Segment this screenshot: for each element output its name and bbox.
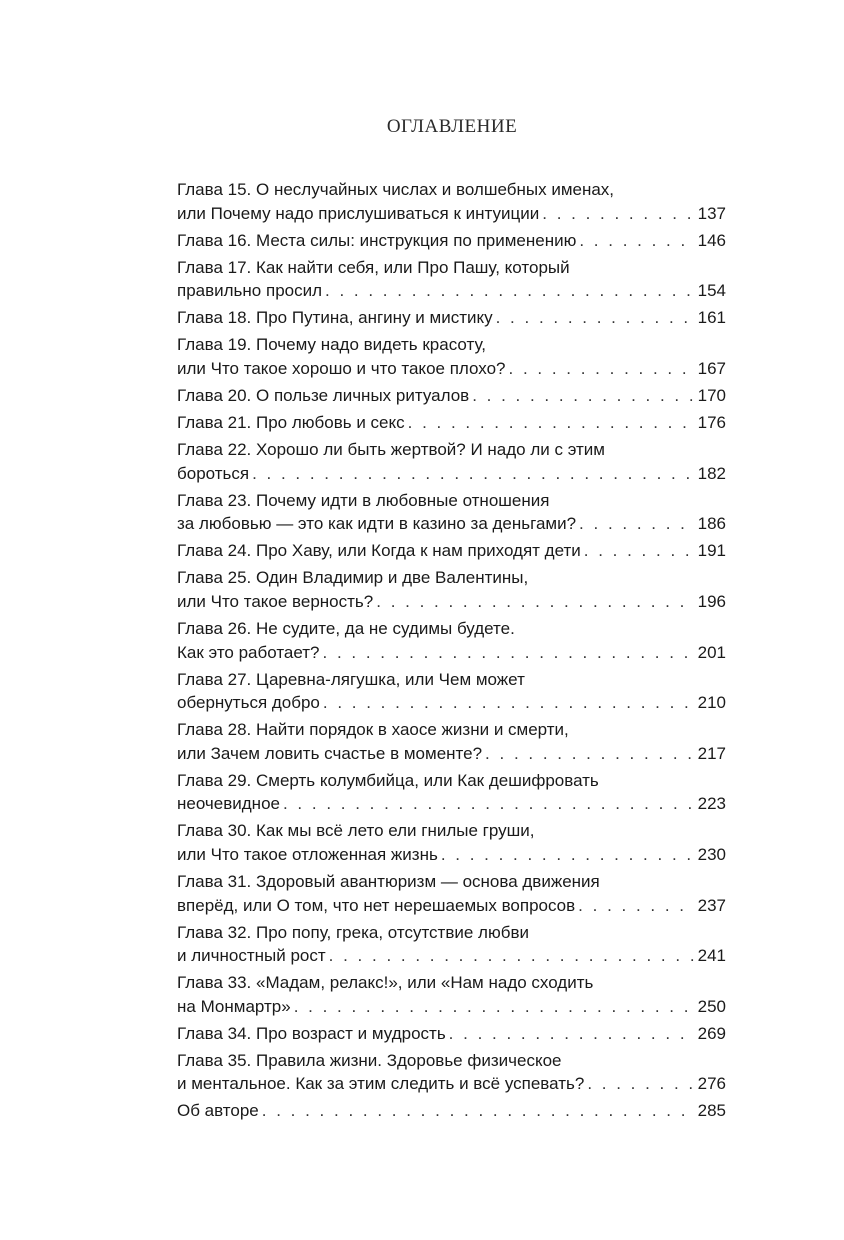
dot-leader	[323, 641, 695, 665]
dot-leader	[584, 539, 695, 563]
page-number: 191	[697, 541, 726, 561]
toc-entry-last-line	[177, 539, 726, 563]
toc-entry-text: Глава 18. Про Путина, ангину и мистику	[177, 308, 493, 328]
toc-entry-line: Глава 32. Про попу, грека, отсутствие любви	[177, 922, 529, 942]
dot-leader	[262, 1099, 695, 1123]
toc-entry	[177, 438, 726, 485]
toc-entry-line: Глава 17. Как найти себя, или Про Пашу, который	[177, 257, 570, 277]
toc-entry-text: или Зачем ловить счастье в моменте?	[177, 743, 483, 763]
toc-entry	[177, 668, 726, 715]
toc-entry-last-line	[177, 944, 726, 968]
toc-entry-last-line	[177, 306, 726, 330]
toc-entry-last-line	[177, 279, 726, 303]
page-number: 146	[697, 230, 726, 250]
toc-entry	[177, 819, 726, 866]
page-number: 201	[697, 642, 726, 662]
dot-leader	[283, 792, 695, 816]
page-number: 230	[697, 844, 726, 864]
toc-entry-text: Глава 16. Места силы: инструкция по применению	[177, 230, 577, 250]
dot-leader	[542, 202, 694, 226]
toc-entry	[177, 921, 726, 968]
toc-entry-text: или Почему надо прислушиваться к интуиции	[177, 203, 540, 223]
toc-entry	[177, 718, 726, 765]
page-number: 217	[697, 743, 726, 763]
page-number: 196	[697, 591, 726, 611]
toc-entry-line: Глава 29. Смерть колумбийца, или Как дешифровать	[177, 770, 599, 790]
toc-entry-line: Глава 26. Не судите, да не судимы будете.	[177, 619, 515, 639]
toc-entry-last-line	[177, 641, 726, 665]
toc-entry	[177, 306, 726, 330]
page-number: 276	[697, 1074, 726, 1094]
toc-entry	[177, 1099, 726, 1123]
toc-entry-last-line	[177, 384, 726, 408]
page-number: 182	[697, 463, 726, 483]
toc-entry	[177, 229, 726, 253]
toc-entry	[177, 384, 726, 408]
page-number: 269	[697, 1023, 726, 1043]
toc-entry-text: правильно просил	[177, 281, 323, 301]
toc-entry-text: Глава 20. О пользе личных ритуалов	[177, 385, 470, 405]
toc-entry-text: и ментальное. Как за этим следить и всё успевать?	[177, 1074, 585, 1094]
page-number: 161	[697, 308, 726, 328]
toc-entry-line: Глава 25. Один Владимир и две Валентины,	[177, 568, 529, 588]
page-number: 250	[697, 996, 726, 1016]
page-number: 237	[697, 895, 726, 915]
table-of-contents	[177, 178, 726, 1127]
page-title: ОГЛАВЛЕНИЕ	[386, 116, 518, 137]
page-number: 137	[697, 203, 726, 223]
dot-leader	[449, 1022, 695, 1046]
toc-entry-text: или Что такое верность?	[177, 591, 374, 611]
toc-entry	[177, 769, 726, 816]
toc-entry-last-line	[177, 1072, 726, 1096]
toc-entry-text: неочевидное	[177, 794, 280, 814]
toc-entry-text: за любовью — это как идти в казино за деньгами?	[177, 514, 577, 534]
toc-entry	[177, 1022, 726, 1046]
dot-leader	[376, 590, 694, 614]
dot-leader	[496, 306, 695, 330]
toc-entry-line: Глава 27. Царевна-лягушка, или Чем может	[177, 669, 525, 689]
toc-entry-text: Глава 34. Про возраст и мудрость	[177, 1023, 446, 1043]
toc-entry-text: на Монмартр»	[177, 996, 291, 1016]
toc-entry-last-line	[177, 357, 726, 381]
toc-entry	[177, 489, 726, 536]
dot-leader	[485, 742, 695, 766]
toc-entry-line: Глава 19. Почему надо видеть красоту,	[177, 335, 486, 355]
dot-leader	[578, 894, 694, 918]
dot-leader	[329, 944, 695, 968]
toc-entry-line: Глава 22. Хорошо ли быть жертвой? И надо ли с этим	[177, 440, 605, 460]
dot-leader	[579, 229, 694, 253]
toc-entry-text: Глава 21. Про любовь и секс	[177, 413, 405, 433]
toc-entry-text: Глава 24. Про Хаву, или Когда к нам приходят дети	[177, 541, 581, 561]
toc-entry	[177, 333, 726, 380]
toc-entry	[177, 256, 726, 303]
toc-entry-last-line	[177, 792, 726, 816]
dot-leader	[323, 691, 695, 715]
toc-entry-line: Глава 28. Найти порядок в хаосе жизни и смерти,	[177, 720, 569, 740]
toc-entry-last-line	[177, 691, 726, 715]
toc-entry-last-line	[177, 590, 726, 614]
dot-leader	[441, 843, 695, 867]
dot-leader	[252, 462, 695, 486]
toc-entry	[177, 566, 726, 613]
toc-entry-text: или Что такое отложенная жизнь	[177, 844, 438, 864]
toc-entry	[177, 539, 726, 563]
toc-entry	[177, 1049, 726, 1096]
toc-entry	[177, 971, 726, 1018]
toc-entry-last-line	[177, 742, 726, 766]
dot-leader	[579, 512, 695, 536]
page-number: 285	[697, 1101, 726, 1121]
dot-leader	[472, 384, 694, 408]
toc-entry-last-line	[177, 1099, 726, 1123]
dot-leader	[294, 995, 695, 1019]
toc-entry-text: Как это работает?	[177, 642, 320, 662]
toc-entry-text: или Что такое хорошо и что такое плохо?	[177, 358, 506, 378]
toc-entry-last-line	[177, 894, 726, 918]
page-number: 167	[697, 358, 726, 378]
toc-entry-line: Глава 33. «Мадам, релакс!», или «Нам надо сходить	[177, 973, 594, 993]
toc-entry-line: Глава 23. Почему идти в любовные отношения	[177, 490, 550, 510]
dot-leader	[509, 357, 695, 381]
toc-entry-last-line	[177, 1022, 726, 1046]
toc-entry	[177, 617, 726, 664]
toc-entry-text: и личностный рост	[177, 946, 326, 966]
toc-entry-last-line	[177, 462, 726, 486]
page-number: 154	[697, 281, 726, 301]
dot-leader	[408, 411, 695, 435]
page-number: 170	[697, 385, 726, 405]
toc-entry-last-line	[177, 229, 726, 253]
toc-entry-text: обернуться добро	[177, 693, 320, 713]
toc-entry-last-line	[177, 995, 726, 1019]
toc-entry	[177, 178, 726, 225]
toc-entry-line: Глава 15. О неслучайных числах и волшебных именах,	[177, 180, 615, 199]
toc-entry-text: вперёд, или О том, что нет нерешаемых вопросов	[177, 895, 576, 915]
page-number: 186	[697, 514, 726, 534]
toc-entry	[177, 411, 726, 435]
dot-leader	[587, 1072, 694, 1096]
toc-entry-last-line	[177, 411, 726, 435]
toc-entry-text: Об авторе	[177, 1101, 259, 1121]
toc-entry-text: бороться	[177, 463, 250, 483]
page-number: 176	[697, 413, 726, 433]
toc-entry-last-line	[177, 202, 726, 226]
toc-entry-line: Глава 31. Здоровый авантюризм — основа движения	[177, 872, 600, 891]
page-number: 210	[697, 693, 726, 713]
toc-entry-last-line	[177, 512, 726, 536]
toc-entry-last-line	[177, 843, 726, 867]
page-number: 241	[697, 946, 726, 966]
toc-entry	[177, 870, 726, 917]
page-number: 223	[697, 794, 726, 814]
toc-entry-line: Глава 30. Как мы всё лето ели гнилые груши,	[177, 821, 535, 841]
toc-entry-line: Глава 35. Правила жизни. Здоровье физическое	[177, 1050, 562, 1070]
dot-leader	[325, 279, 695, 303]
